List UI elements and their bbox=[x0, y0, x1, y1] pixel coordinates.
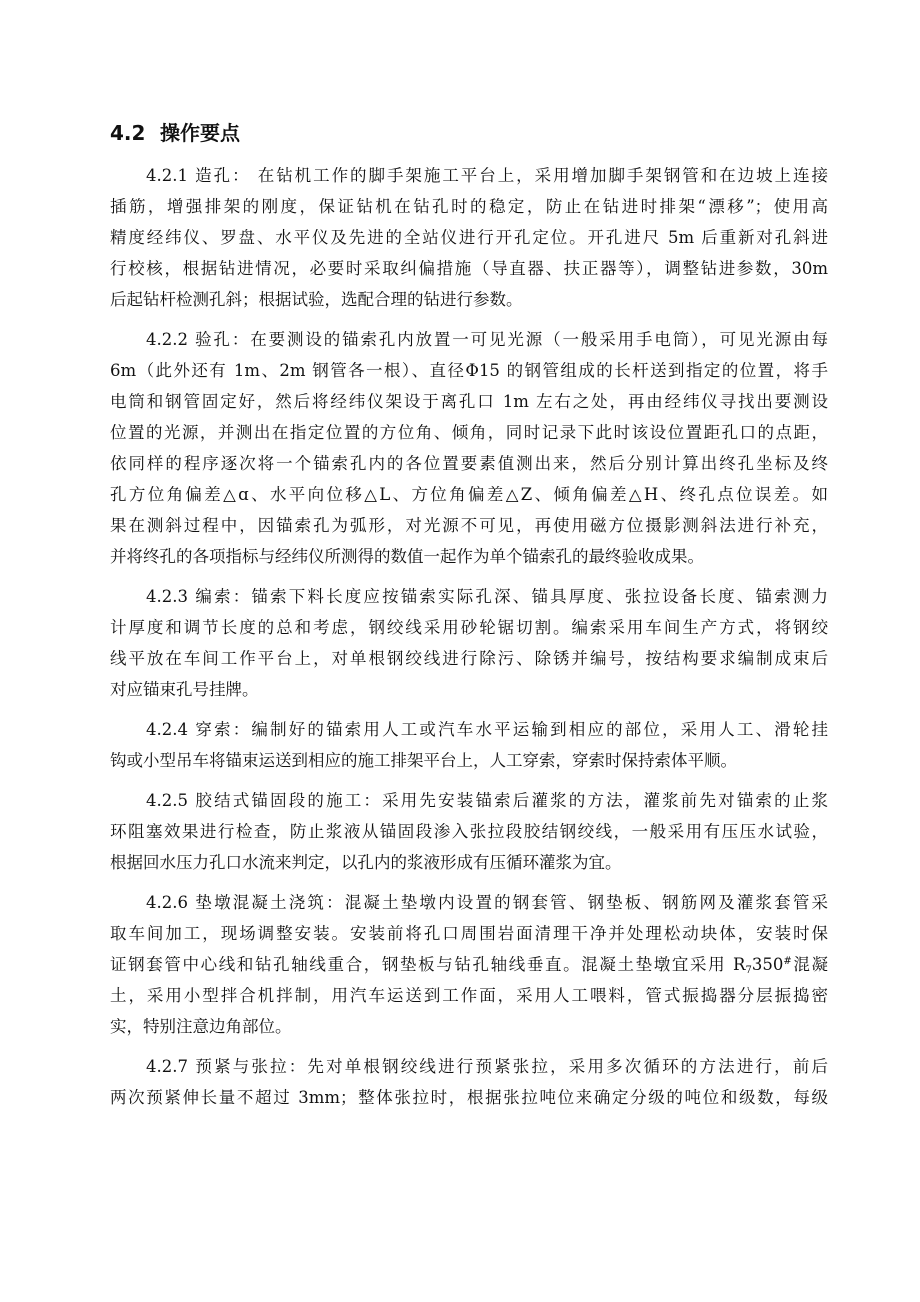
text-line: 精度经纬仪、罗盘、水平仪及先进的全站仪进行开孔定位。开孔进尺 5m 后重新对孔斜进 bbox=[110, 228, 828, 247]
text-line: 行校核，根据钻进情况，必要时采取纠偏措施（导直器、扶正器等），调整钻进参数，30m bbox=[110, 259, 828, 278]
text-line: 根据回水压力孔口水流来判定，以孔内的浆液形成有压循环灌浆为宜。 bbox=[110, 853, 622, 872]
concrete-grade-subscript: 7 bbox=[745, 965, 752, 976]
text-line: 4.2.4 穿索：编制好的锚索用人工或汽车水平运输到相应的部位，采用人工、滑轮挂 bbox=[146, 720, 828, 739]
text-run: 混凝 bbox=[791, 955, 828, 974]
text-line: 插筋，增强排架的刚度，保证钻机在钻孔时的稳定，防止在钻进时排架“漂移”；使用高 bbox=[110, 197, 828, 216]
text-line: 实，特别注意边角部位。 bbox=[110, 1017, 292, 1036]
paragraph-4-2-3 bbox=[110, 581, 828, 705]
text-line: 取车间加工，现场调整安装。安装前将孔口周围岩面清理干净并处理松动块体，安装时保 bbox=[110, 924, 828, 943]
text-line: 4.2.1 造孔： 在钻机工作的脚手架施工平台上，采用增加脚手架钢管和在边坡上连接 bbox=[146, 166, 828, 185]
paragraph-4-2-6 bbox=[110, 887, 828, 1042]
text-line: 4.2.7 预紧与张拉：先对单根钢绞线进行预紧张拉，采用多次循环的方法进行，前后 bbox=[146, 1057, 828, 1076]
paragraph-4-2-4 bbox=[110, 714, 828, 776]
text-line: 电筒和钢管固定好，然后将经纬仪架设于离孔口 1m 左右之处，再由经纬仪寻找出要测设 bbox=[110, 392, 828, 411]
paragraph-4-2-5 bbox=[110, 785, 828, 878]
concrete-grade-value: 350 bbox=[751, 955, 784, 974]
text-line: 计厚度和调节长度的总和考虑，钢绞线采用砂轮锯切割。编索采用车间生产方式，将钢绞 bbox=[110, 618, 828, 637]
section-title: 操作要点 bbox=[160, 121, 240, 145]
text-line: 4.2.2 验孔：在要测设的锚索孔内放置一可见光源（一般采用手电筒），可见光源由每 bbox=[146, 330, 828, 349]
text-line: 4.2.6 垫墩混凝土浇筑：混凝土垫墩内设置的钢套管、钢垫板、钢筋网及灌浆套管采 bbox=[146, 893, 828, 912]
concrete-grade-superscript: # bbox=[783, 956, 792, 967]
text-line: 对应锚束孔号挂牌。 bbox=[110, 680, 259, 699]
text-line: 孔方位角偏差△ɑ、水平向位移△L、方位角偏差△Z、倾角偏差△H、终孔点位误差。如 bbox=[110, 485, 828, 504]
text-line: 并将终孔的各项指标与经纬仪所测得的数值一起作为单个锚索孔的最终验收成果。 bbox=[110, 547, 704, 566]
text-line: 4.2.5 胶结式锚固段的施工：采用先安装锚索后灌浆的方法，灌浆前先对锚索的止浆 bbox=[146, 791, 828, 810]
text-line: 4.2.3 编索：锚索下料长度应按锚索实际孔深、锚具厚度、张拉设备长度、锚索测力 bbox=[146, 587, 828, 606]
text-run: 证钢套管中心线和钻孔轴线重合，钢垫板与钻孔轴线垂直。混凝土垫墩宜采用 R bbox=[110, 955, 746, 974]
body-text bbox=[110, 160, 828, 1113]
text-line: 位置的光源，并测出在指定位置的方位角、倾角，同时记录下此时该设位置距孔口的点距， bbox=[110, 423, 828, 442]
text-line: 钩或小型吊车将锚束运送到相应的施工排架平台上，人工穿索，穿索时保持索体平顺。 bbox=[110, 751, 737, 770]
paragraph-4-2-7 bbox=[110, 1051, 828, 1113]
text-line: 两次预紧伸长量不超过 3mm；整体张拉时，根据张拉吨位来确定分级的吨位和级数，每级 bbox=[110, 1088, 828, 1107]
text-line: 线平放在车间工作平台上，对单根钢绞线进行除污、除锈并编号，按结构要求编制成束后 bbox=[110, 649, 828, 668]
text-line-with-grade bbox=[110, 949, 828, 980]
text-line: 6m（此外还有 1m、2m 钢管各一根）、直径Φ15 的钢管组成的长杆送到指定的位置，将手 bbox=[110, 361, 828, 380]
text-line: 土，采用小型拌合机拌制，用汽车运送到工作面，采用人工喂料，管式振捣器分层振捣密 bbox=[110, 986, 828, 1005]
section-heading bbox=[110, 118, 240, 148]
paragraph-4-2-1 bbox=[110, 160, 828, 315]
text-line: 依同样的程序逐次将一个锚索孔内的各位置要素值测出来，然后分别计算出终孔坐标及终 bbox=[110, 454, 828, 473]
text-line: 果在测斜过程中，因锚索孔为弧形，对光源不可见，再使用磁方位摄影测斜法进行补充， bbox=[110, 516, 828, 535]
paragraph-4-2-2 bbox=[110, 324, 828, 572]
text-line: 后起钻杆检测孔斜；根据试验，选配合理的钻进行参数。 bbox=[110, 290, 523, 309]
text-line: 环阻塞效果进行检查，防止浆液从锚固段渗入张拉段胶结钢绞线，一般采用有压压水试验， bbox=[110, 822, 828, 841]
section-number: 4.2 bbox=[110, 121, 146, 145]
